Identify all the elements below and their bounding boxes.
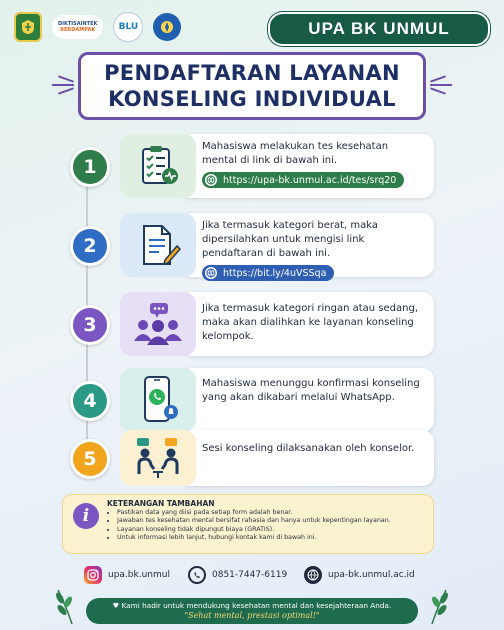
info-item: • Pastikan data yang diisi pada setiap form adalah benar.: [117, 509, 423, 517]
step-card: [180, 134, 434, 198]
instagram-handle: upa.bk.unmul: [108, 570, 170, 580]
whatsapp-phone-icon: [120, 368, 196, 432]
unmul-logo: [14, 12, 42, 42]
leaf-decoration-right: [424, 588, 452, 624]
info-item: • Layanan konseling tidak dipungut biaya (GRATIS).: [117, 526, 423, 534]
footer-tagline: ♥ Kami hadir untuk mendukung kesehatan mental dan kesejahteraan Anda.: [112, 601, 392, 610]
kemendikbud-logo: [153, 13, 181, 41]
step-link[interactable]: [202, 265, 334, 281]
diktis-line1: DIKTISAINTEK: [58, 21, 98, 27]
group-chat-icon: [120, 292, 196, 356]
step-text: Jika termasuk kategori ringan atau sedang, maka akan dialihkan ke layanan konseling kelompok.: [202, 303, 419, 342]
step-text: Sesi konseling dilaksanakan oleh konselor.: [202, 443, 415, 454]
website-url: upa-bk.unmul.ac.id: [328, 570, 415, 580]
info-item: • Jawaban tes kesehatan mental bersifat rahasia dan hanya untuk kepentingan layanan.: [117, 517, 423, 525]
step-card: [180, 292, 434, 356]
instagram-icon: [84, 566, 102, 584]
checklist-heart-icon: [120, 134, 196, 198]
step-number: 5: [70, 439, 110, 479]
whatsapp-number: 0851-7447-6119: [212, 570, 288, 580]
step-text: Mahasiswa melakukan tes kesehatan mental di link di bawah ini.: [202, 141, 389, 166]
globe-icon: [304, 566, 322, 584]
step-1: [70, 134, 434, 198]
info-list: [107, 509, 423, 542]
step-number: 1: [70, 147, 110, 187]
step-2: [70, 213, 434, 277]
header-logos: [14, 12, 181, 42]
whatsapp-icon: [188, 566, 206, 584]
step-link[interactable]: [202, 172, 404, 188]
counseling-session-icon: [120, 430, 196, 486]
step-number: 4: [70, 381, 110, 421]
step-text: Mahasiswa menunggu konfirmasi konseling yang akan dikabari melalui WhatsApp.: [202, 378, 420, 403]
step-number: 2: [70, 226, 110, 266]
step-card: [180, 430, 434, 486]
title-wing-right-decoration: [430, 84, 452, 86]
footer-motto: "Sehat mental, prestasi optimal!": [184, 611, 320, 620]
page-title: [78, 52, 426, 120]
footer-banner: [86, 598, 418, 624]
leaf-decoration-left: [52, 588, 80, 624]
title-line2: KONSELING INDIVIDUAL: [108, 87, 396, 111]
step-card: [180, 213, 434, 277]
additional-info-box: [62, 494, 434, 554]
step-number: 3: [70, 305, 110, 345]
info-heading: KETERANGAN TAMBAHAN: [107, 499, 215, 508]
step-text: Jika termasuk kategori berat, maka dipersilahkan untuk mengisi link pendaftaran di bawah ini.: [202, 220, 379, 259]
footer-tagline-text: Kami hadir untuk mendukung kesehatan mental dan kesejahteraan Anda.: [121, 601, 392, 610]
diktis-line2: BERDAMPAK: [60, 27, 96, 33]
title-line1: PENDAFTARAN LAYANAN: [104, 61, 400, 85]
step-4: [70, 368, 434, 432]
contacts-bar: [84, 566, 424, 588]
info-icon: i: [73, 503, 99, 529]
title-wing-left-decoration: [52, 84, 74, 86]
step-link-text: https://bit.ly/4uVSSqa: [223, 267, 327, 279]
step-5: [70, 430, 434, 486]
diktisaintek-berdampak-logo: [52, 15, 103, 39]
website-contact[interactable]: [304, 566, 415, 584]
whatsapp-contact[interactable]: [188, 566, 287, 584]
step-3: [70, 292, 434, 356]
info-item: • Untuk informasi lebih lanjut, hubungi kontak kami di bawah ini.: [117, 534, 423, 542]
globe-icon: [205, 267, 217, 279]
step-card: [180, 368, 434, 432]
instagram-contact[interactable]: [84, 566, 170, 584]
brand-badge: UPA BK UNMUL: [268, 12, 490, 46]
blu-text: BLU: [118, 22, 139, 32]
globe-icon: [205, 174, 217, 186]
step-link-text: https://upa-bk.unmul.ac.id/tes/srq20: [223, 174, 397, 186]
blu-logo: [113, 12, 143, 42]
form-pencil-icon: [120, 213, 196, 277]
